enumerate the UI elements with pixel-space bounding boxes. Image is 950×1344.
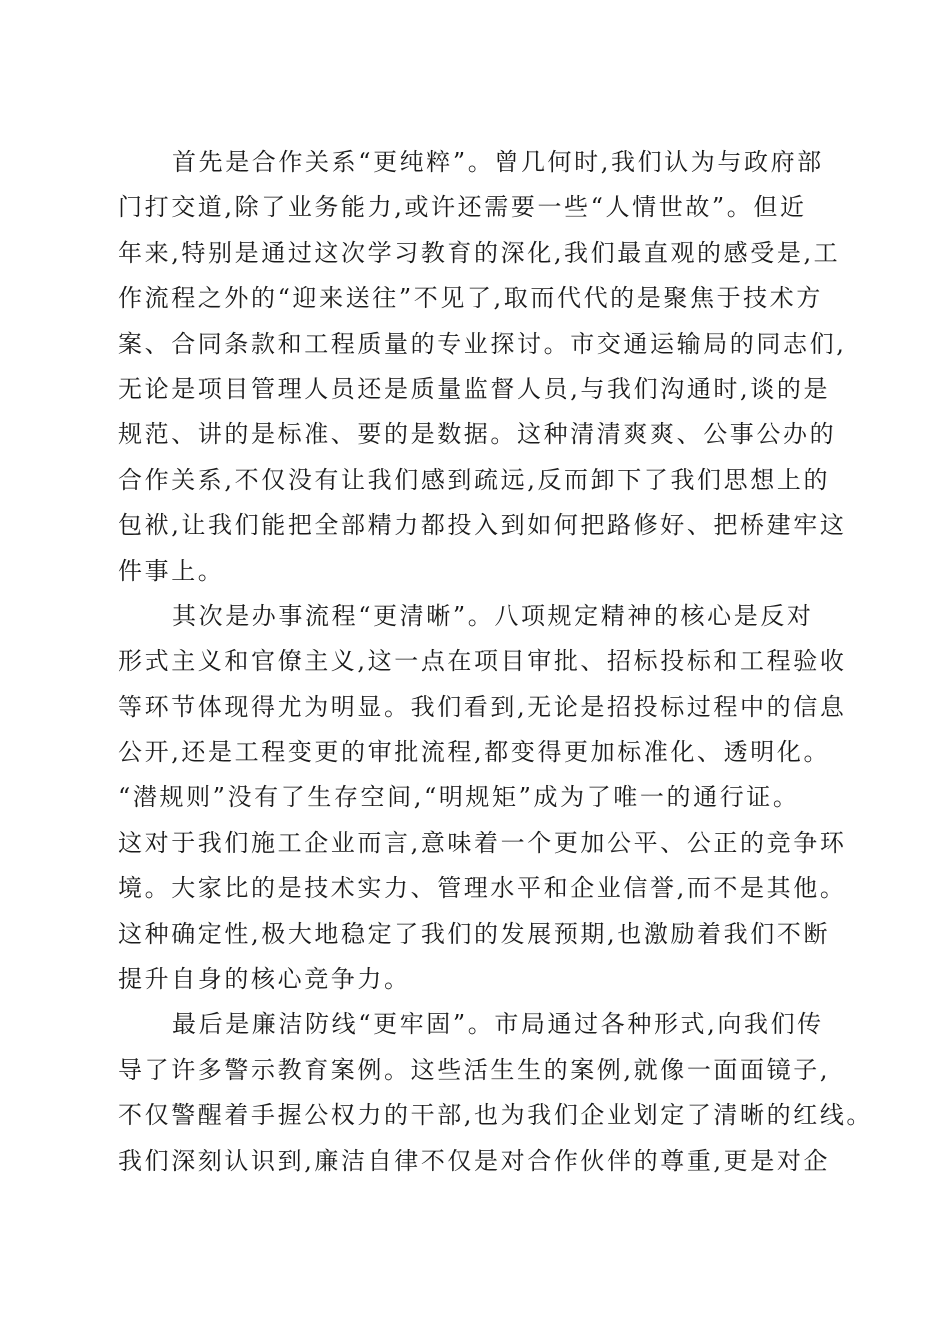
paragraph-line: 合作关系,不仅没有让我们感到疏远,反而卸下了我们思想上的 <box>118 465 831 494</box>
paragraph-line: 门打交道,除了业务能力,或许还需要一些“人情世故”。但近 <box>118 193 807 222</box>
paragraph-line: 最后是廉洁防线“更牢固”。市局通过各种形式,向我们传 <box>172 1010 824 1039</box>
paragraph-line: 规范、讲的是标准、要的是数据。这种清清爽爽、公事公办的 <box>118 420 837 449</box>
paragraph-process <box>118 594 847 1003</box>
paragraph-line: 件事上。 <box>118 556 225 585</box>
paragraph-line: 不仅警醒着手握公权力的干部,也为我们企业划定了清晰的红线。 <box>118 1101 874 1130</box>
paragraph-line: 形式主义和官僚主义,这一点在项目审批、招标投标和工程验收 <box>118 647 847 676</box>
paragraph-line: 公开,还是工程变更的审批流程,都变得更加标准化、透明化。 <box>118 738 831 767</box>
paragraph-integrity <box>118 1002 874 1184</box>
paragraph-line: 年来,特别是通过这次学习教育的深化,我们最直观的感受是,工 <box>118 238 841 267</box>
paragraph-line: 我们深刻认识到,廉洁自律不仅是对合作伙伴的尊重,更是对企 <box>118 1146 831 1175</box>
document-body <box>118 140 874 1184</box>
paragraph-line: 等环节体现得尤为明显。我们看到,无论是招投标过程中的信息 <box>118 692 847 721</box>
paragraph-line: 导了许多警示教育案例。这些活生生的案例,就像一面面镜子, <box>118 1055 831 1084</box>
paragraph-line: 无论是项目管理人员还是质量监督人员,与我们沟通时,谈的是 <box>118 374 831 403</box>
paragraph-cooperation <box>118 140 847 594</box>
paragraph-line: 提升自身的核心竞争力。 <box>118 965 411 994</box>
paragraph-line: 作流程之外的“迎来送往”不见了,取而代代的是聚焦于技术方 <box>118 284 823 313</box>
paragraph-line: 包袱,让我们能把全部精力都投入到如何把路修好、把桥建牢这 <box>118 511 847 540</box>
paragraph-line: 这种确定性,极大地稳定了我们的发展预期,也激励着我们不断 <box>118 919 831 948</box>
paragraph-line: 首先是合作关系“更纯粹”。曾几何时,我们认为与政府部 <box>172 148 824 176</box>
paragraph-line: 这对于我们施工企业而言,意味着一个更加公平、公正的竞争环 <box>118 828 847 857</box>
paragraph-line: 境。大家比的是技术实力、管理水平和企业信誉,而不是其他。 <box>118 874 847 903</box>
paragraph-line: “潜规则”没有了生存空间,“明规矩”成为了唯一的通行证。 <box>118 783 800 812</box>
paragraph-line: 案、合同条款和工程质量的专业探讨。市交通运输局的同志们, <box>118 329 847 358</box>
paragraph-line: 其次是办事流程“更清晰”。八项规定精神的核心是反对 <box>172 601 814 630</box>
